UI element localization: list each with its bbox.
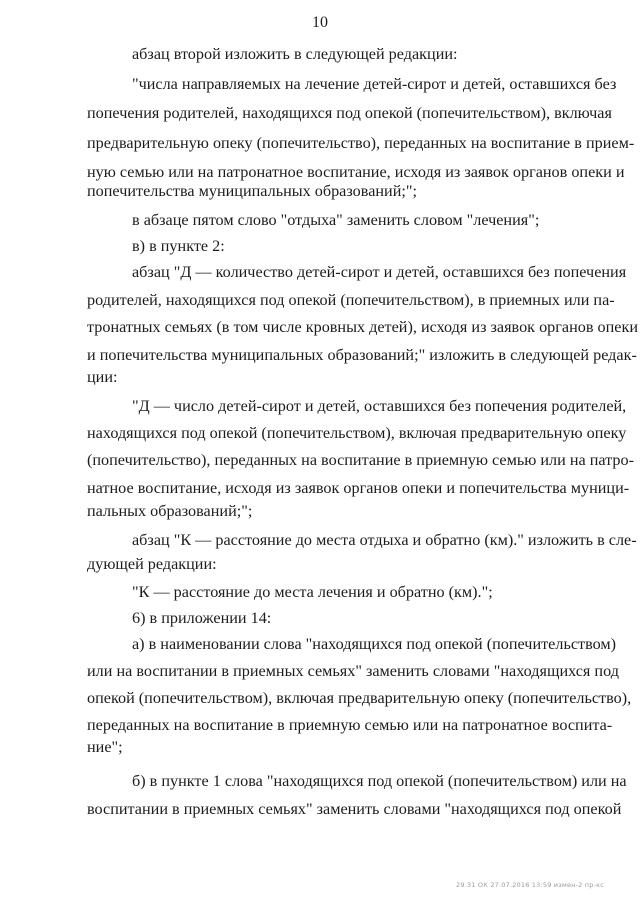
text-line: ние"; xyxy=(87,738,123,756)
text-line: тронатных семьях (в том числе кровных детей), исходя из заявок органов опеки xyxy=(87,318,638,336)
text-line: дующей редакции: xyxy=(87,555,217,573)
text-line: переданных на воспитание в приемную семью или на патронатное воспита- xyxy=(87,716,613,734)
text-line: в) в пункте 2: xyxy=(132,237,225,255)
text-line: опекой (попечительством), включая предварительную опеку (попечительство), xyxy=(87,689,632,707)
text-line: а) в наименовании слова "находящихся под опекой (попечительством) xyxy=(132,635,617,653)
text-line: попечения родителей, находящихся под опекой (попечительством), включая xyxy=(87,104,612,122)
text-line: и попечительства муниципальных образований;" изложить в следующей редак- xyxy=(87,346,637,364)
text-line: попечительства муниципальных образований;"; xyxy=(87,182,417,200)
text-line: абзац "Д — количество детей-сирот и детей, оставшихся без попечения xyxy=(132,263,627,281)
text-line: ции: xyxy=(87,368,118,386)
text-line: пальных образований;"; xyxy=(87,502,253,520)
text-line: ную семью или на патронатное воспитание, исходя из заявок органов опеки и xyxy=(87,163,625,181)
text-line: абзац второй изложить в следующей редакции: xyxy=(132,45,458,63)
text-line: "числа направляемых на лечение детей-сирот и детей, оставшихся без xyxy=(132,75,617,93)
text-line: б) в пункте 1 слова "находящихся под опекой (попечительством) или на xyxy=(132,772,627,790)
text-line: или на воспитании в приемных семьях" заменить словами "находящихся под xyxy=(87,662,619,680)
text-line: предварительную опеку (попечительство), переданных на воспитание в прием- xyxy=(87,134,635,152)
text-line: "К — расстояние до места лечения и обратно (км)."; xyxy=(132,583,493,601)
text-line: в абзаце пятом слово "отдыха" заменить словом "лечения"; xyxy=(132,211,540,229)
text-line: 6) в приложении 14: xyxy=(132,609,272,627)
text-line: "Д — число детей-сирот и детей, оставшихся без попечения родителей, xyxy=(132,397,627,415)
text-line: натное воспитание, исходя из заявок органов опеки и попечительства муници- xyxy=(87,479,630,497)
text-line: находящихся под опекой (попечительством), включая предварительную опеку xyxy=(87,424,627,442)
page-number: 10 xyxy=(312,14,328,31)
footer-stamp: 29.31 ОК 27.07.2016 13:59 измен-2 пр-кс xyxy=(456,881,604,889)
text-line: родителей, находящихся под опекой (попечительством), в приемных или па- xyxy=(87,291,615,309)
text-line: (попечительство), переданных на воспитание в приемную семью или на патро- xyxy=(87,451,634,469)
text-line: воспитании в приемных семьях" заменить словами "находящихся под опекой xyxy=(87,800,622,818)
text-line: абзац "К — расстояние до места отдыха и обратно (км)." изложить в сле- xyxy=(132,531,637,549)
